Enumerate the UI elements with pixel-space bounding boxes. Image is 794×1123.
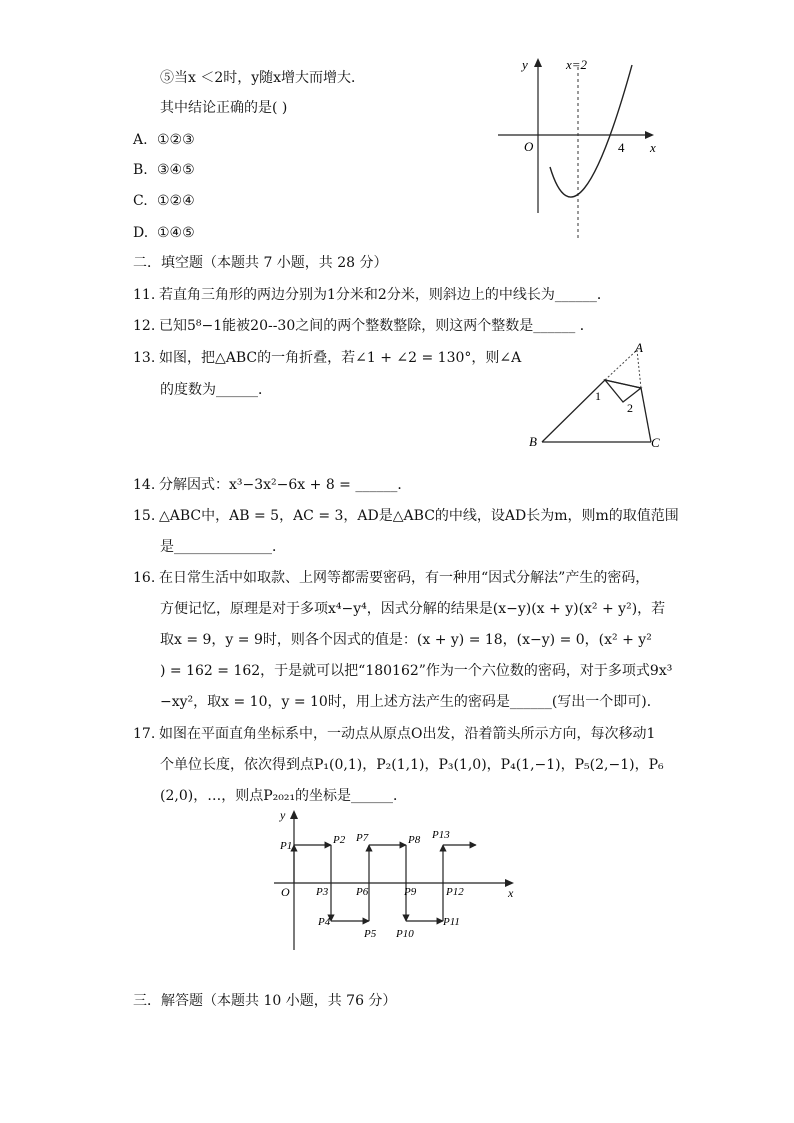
y-axis-arrow [290,810,298,819]
question-text: 分解因式：x³−3x²−6x + 8 = ______． [159,477,412,493]
point-p3-label: P3 [316,886,329,898]
question-number: 13. [133,350,156,366]
question-16-line4: ) = 162 = 162，于是就可以把“180162”作为一个六位数的密码，对于多项式9x³ [160,663,673,679]
point-p10-label: P10 [396,928,414,940]
triangle-figure [525,340,675,455]
question-15-line2: 是______________． [160,539,286,555]
question-17-line3: (2,0)，…，则点P₂₀₂₁的坐标是______． [160,788,408,804]
vertex-b-label: B [529,434,537,449]
line-label: x=2 [566,57,588,72]
y-axis-label: y [522,57,528,72]
question-16 [133,569,649,587]
option-text: ①④⑤ [157,225,195,241]
point-p11-label: P11 [443,916,460,928]
origin-label: O [281,885,290,899]
question-number: 15. [133,508,156,524]
point-p8-label: P8 [408,834,421,846]
point-p2-label: P2 [333,834,346,846]
angle-2-label: 2 [627,401,633,415]
question-number: 17. [133,726,156,742]
side-ac-dashed [637,350,641,388]
point-p12-label: P12 [446,886,464,898]
section-3-title: 三．解答题（本题共 10 小题，共 76 分） [133,993,397,1009]
question-17-line2: 个单位长度，依次得到点P₁(0,1)，P₂(1,1)，P₃(1,0)，P₄(1,−1)，P₅(2,−1)，P₆ [160,757,664,773]
question-number: 12. [133,318,156,334]
q10-item5: ⑤当x ＜2时，y随x增大而增大． [160,70,366,86]
folded-corner [605,380,641,402]
origin-label: O [524,139,534,154]
question-text-line1: 如图，把△ABC的一角折叠，若∠1 + ∠2 = 130°，则∠A [159,350,522,366]
option-label: B. [133,162,148,178]
question-14 [133,476,411,494]
vertex-a-label: A [635,340,643,355]
question-16-line3: 取x = 9，y = 9时，则各个因式的值是：(x + y) = 18，(x−y) = 0，(x² + y² [160,632,652,648]
point-p1-label: P1 [280,840,293,852]
option-text: ①②④ [157,193,195,209]
x-axis-label: x [508,886,514,900]
x-axis-label: x [650,140,656,155]
q10-option-c [133,192,195,210]
angle-1-label: 1 [595,389,601,403]
point-p7-label: P7 [356,832,369,844]
q10-option-a [133,131,195,149]
point-p6-label: P6 [356,886,369,898]
question-number: 16. [133,570,156,586]
option-label: C. [133,193,148,209]
side-ac-lower [641,388,651,442]
option-text: ①②③ [157,132,195,148]
question-15 [133,507,679,525]
q10-option-d [133,224,195,242]
question-12 [133,317,594,335]
question-number: 14. [133,477,156,493]
option-label: D. [133,225,149,241]
question-16-line5: −xy²，取x = 10，y = 10时，用上述方法产生的密码是______(写出一个即可)． [160,694,661,710]
q10-prompt: 其中结论正确的是( ) [160,100,288,116]
question-text: 已知5⁸−1能被20--30之间的两个整数整除，则这两个整数是______ ． [159,318,594,334]
vertex-c-label: C [651,435,660,450]
coordinate-path-figure [270,805,530,955]
question-16-line2: 方便记忆，原理是对于多项x⁴−y⁴，因式分解的结果是(x−y)(x + y)(x² + y²)，若 [160,601,666,617]
question-text: 若直角三角形的两边分别为1分米和2分米，则斜边上的中线长为______． [159,287,611,303]
option-label: A. [133,132,148,148]
point-p13-label: P13 [432,829,450,841]
question-text-line1: 如图在平面直角坐标系中，一动点从原点O出发，沿着箭头所示方向，每次移动1 [159,726,656,742]
section-2-title: 二．填空题（本题共 7 小题，共 28 分） [133,255,388,271]
point-p9-label: P9 [404,886,417,898]
x-axis-arrow [645,131,654,139]
question-13 [133,349,521,367]
y-axis-arrow [534,58,542,67]
question-11 [133,286,611,304]
question-text-line1: △ABC中，AB = 5，AC = 3，AD是△ABC的中线，设AD长为m，则m的取值范围 [159,508,679,524]
question-17 [133,725,655,743]
side-ab-dashed [605,350,637,380]
root-label: 4 [618,140,625,155]
parabola-curve [550,65,632,197]
question-13-line2: 的度数为______． [160,382,272,398]
point-p5-label: P5 [364,928,377,940]
y-axis-label: y [280,808,286,822]
parabola-graph [490,55,670,245]
option-text: ③④⑤ [157,162,195,178]
q10-option-b [133,161,195,179]
point-p4-label: P4 [318,916,331,928]
question-number: 11. [133,287,156,303]
question-text-line1: 在日常生活中如取款、上网等都需要密码，有一种用“因式分解法”产生的密码， [159,570,650,586]
